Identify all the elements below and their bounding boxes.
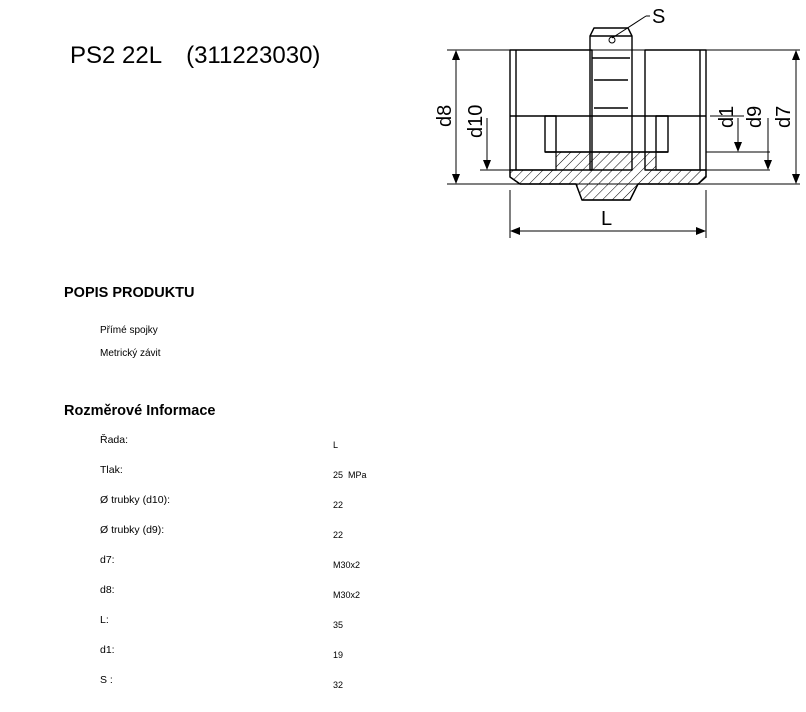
row-label-d1: d1: xyxy=(100,644,115,656)
label-d7: d7 xyxy=(773,105,795,128)
label-d9: d9 xyxy=(744,105,766,128)
description-line: Přímé spojky xyxy=(100,325,158,336)
product-code: (311223030) xyxy=(186,42,321,69)
description-line: Metrický závit xyxy=(100,348,161,359)
row-label-d9: Ø trubky (d9): xyxy=(100,524,165,536)
label-d10: d10 xyxy=(465,104,487,138)
row-value-tlak: 25 MPa xyxy=(333,470,367,480)
label-d1: d1 xyxy=(716,105,738,128)
row-value-d9: 22 xyxy=(333,530,344,540)
row-value-l: 35 xyxy=(333,620,344,630)
row-label-rada: Řada: xyxy=(100,434,129,446)
row-label-d7: d7: xyxy=(100,554,115,566)
row-value-d10: 22 xyxy=(333,500,344,510)
row-label-l: L: xyxy=(100,614,109,626)
label-d8: d8 xyxy=(434,104,456,127)
description-heading: POPIS PRODUKTU xyxy=(64,285,195,301)
dimensions-heading: Rozměrové Informace xyxy=(64,403,216,419)
row-value-rada: L xyxy=(333,440,339,450)
row-label-tlak: Tlak: xyxy=(100,464,123,476)
row-value-d7: M30x2 xyxy=(333,560,361,570)
product-name: PS2 22L xyxy=(70,42,163,69)
technical-drawing xyxy=(414,0,806,245)
row-value-d1: 19 xyxy=(333,650,344,660)
page-title xyxy=(70,42,320,70)
label-l: L xyxy=(601,208,613,230)
row-value-d8: M30x2 xyxy=(333,590,361,600)
row-label-d10: Ø trubky (d10): xyxy=(100,494,171,506)
row-label-s: S : xyxy=(100,674,113,686)
label-s: S xyxy=(652,6,666,28)
row-label-d8: d8: xyxy=(100,584,115,596)
row-value-s: 32 xyxy=(333,680,344,690)
